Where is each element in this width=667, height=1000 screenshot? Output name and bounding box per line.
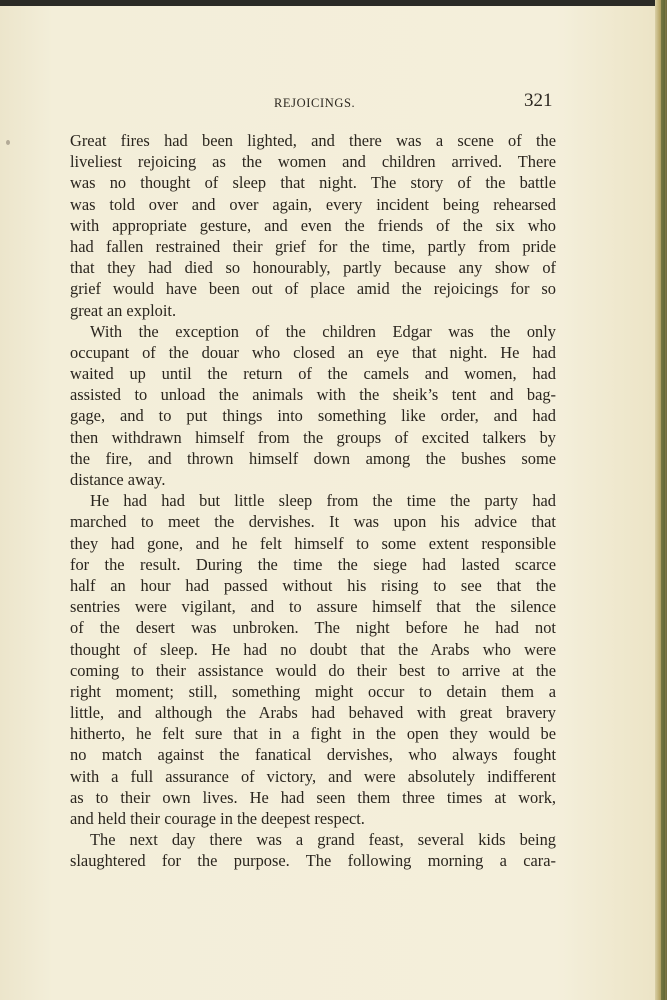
text-line: then withdrawn himself from the groups of excited talkers by [70,427,556,447]
paper-speck [6,140,10,145]
text-line: little, and although the Arabs had behaved with great bravery [70,703,556,723]
book-page [0,6,655,1000]
text-line: assisted to unload the animals with the sheik’s tent and bag- [70,385,556,405]
text-line: with appropriate gesture, and even the friends of the six who [70,215,556,235]
running-head: REJOICINGS. [274,96,356,110]
text-line: distance away. [70,470,166,489]
text-line: gage, and to put things into something like order, and had [70,406,556,426]
text-line: no match against the fanatical dervishes, who always fought [70,745,556,765]
text-line: Great fires had been lighted, and there was a scene of the [70,131,556,150]
text-line: and held their courage in the deepest respect. [70,809,365,828]
text-line: thought of sleep. He had no doubt that the Arabs who were [70,639,556,659]
text-line: that they had died so honourably, partly because any show of [70,258,556,278]
text-line: the fire, and thrown himself down among the bushes some [70,448,556,468]
text-line: with a full assurance of victory, and were absolutely indifferent [70,766,556,786]
text-line: grief would have been out of place amid the rejoicings for so [70,279,556,299]
text-line: of the desert was unbroken. The night before he had not [70,618,556,638]
text-line: He had had but little sleep from the time the party had [90,491,556,511]
text-line: coming to their assistance would do their best to arrive at the [70,660,556,680]
page-number: 321 [524,90,553,111]
text-line: liveliest rejoicing as the women and children arrived. There [70,152,556,172]
text-line: waited up until the return of the camels and women, had [70,364,556,384]
text-line: half an hour had passed without his rising to see that the [70,575,556,595]
text-line: sentries were vigilant, and to assure himself that the silence [70,597,556,617]
page-header [0,90,655,120]
body-text [70,130,556,872]
text-line: was told over and over again, every incident being rehearsed [70,194,556,214]
text-line: had fallen restrained their grief for the time, partly from pride [70,236,556,256]
text-line: was no thought of sleep that night. The story of the battle [70,173,556,193]
text-line: The next day there was a grand feast, several kids being [90,830,556,850]
text-line: great an exploit. [70,300,177,320]
text-line: right moment; still, something might occur to detain them a [70,681,556,701]
text-line: as to their own lives. He had seen them three times at work, [70,787,556,807]
text-line: slaughtered for the purpose. The following morning a cara- [70,851,556,871]
text-line: they had gone, and he felt himself to some extent responsible [70,533,556,553]
binding-strip [661,0,665,1000]
text-line: marched to meet the dervishes. It was upon his advice that [70,512,556,532]
text-line: With the exception of the children Edgar was the only [90,321,556,341]
text-line: occupant of the douar who closed an eye that night. He had [70,342,556,362]
text-line: hitherto, he felt sure that in a fight in the open they would be [70,724,556,744]
text-line: for the result. During the time the siege had lasted scarce [70,554,556,574]
